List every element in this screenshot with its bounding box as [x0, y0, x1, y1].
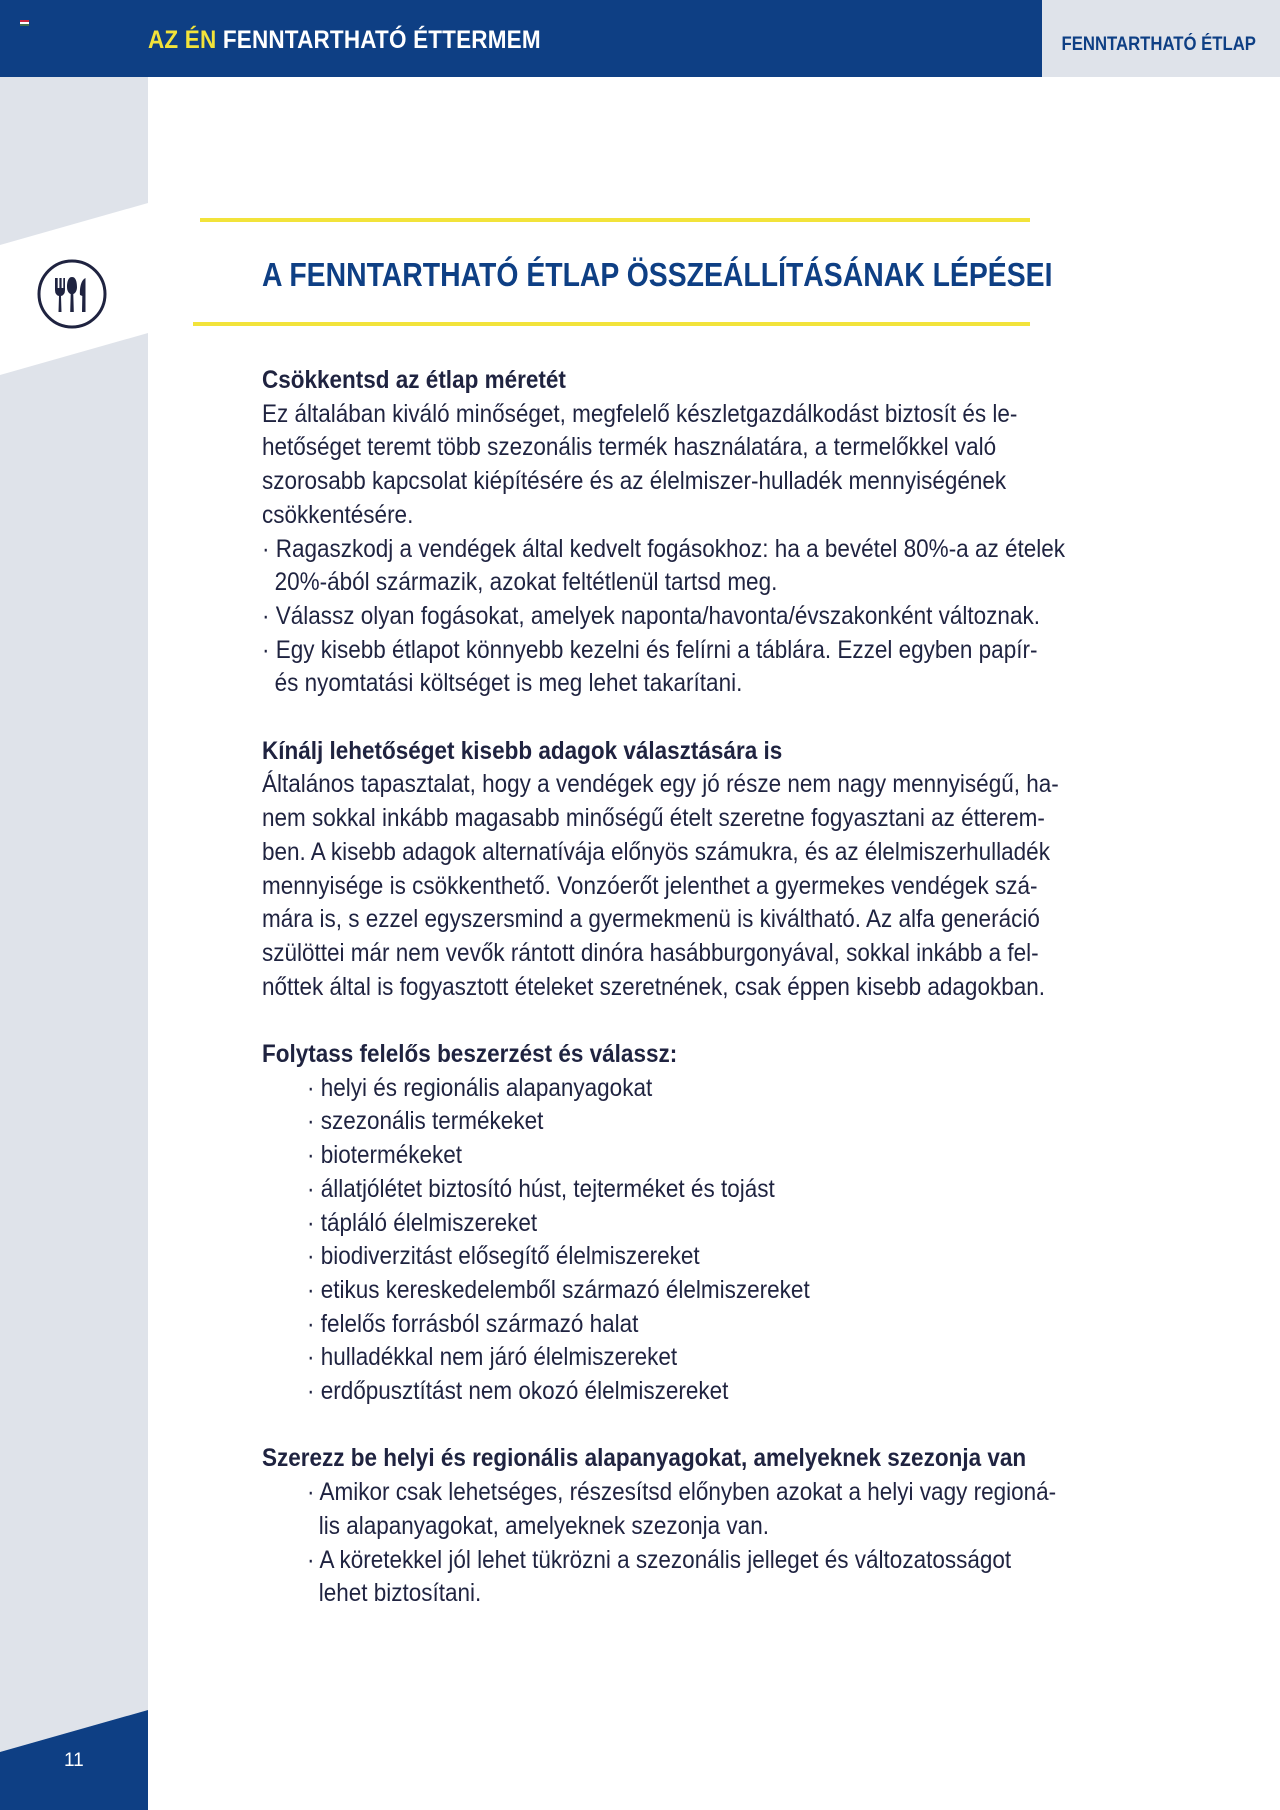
bullet-line: · Egy kisebb étlapot könnyebb kezelni és felírni a táblára. Ezzel egyben papír- — [262, 635, 1038, 664]
paragraph-line: Általános tapasztalat, hogy a vendégek egy jó része nem nagy mennyiségű, ha- — [262, 770, 1059, 799]
bullet-line: · Ragaszkodj a vendégek által kedvelt fogásokhoz: ha a bevétel 80%-a az ételek — [262, 534, 1066, 563]
bullet-continuation: lis alapanyagokat, amelyeknek szezonja van. — [318, 1511, 769, 1540]
content — [262, 364, 1142, 1611]
flag-icon — [20, 20, 29, 26]
left-band-shapes — [0, 77, 150, 1810]
spacer — [262, 1004, 1142, 1038]
band-light-lower — [0, 333, 148, 1752]
spacer — [262, 1409, 1142, 1443]
bullet-continuation: lehet biztosítani. — [318, 1579, 482, 1608]
list-item: · erdőpusztítást nem okozó élelmiszereket — [307, 1377, 729, 1406]
flag-stripe — [20, 24, 29, 26]
list-item: · biotermékeket — [307, 1141, 463, 1170]
title-rule-top — [200, 218, 1030, 222]
list-item: · tápláló élelmiszereket — [307, 1208, 538, 1237]
section-heading: Kínálj lehetőséget kisebb adagok választására is — [262, 736, 783, 765]
page-number: 11 — [64, 1750, 84, 1771]
list-item: · hulladékkal nem járó élelmiszereket — [307, 1343, 678, 1372]
paragraph-line: mennyisége is csökkenthető. Vonzóerőt jelenthet a gyermekes vendégek szá- — [262, 871, 1038, 900]
header-bar — [0, 0, 1042, 77]
band-light-top — [0, 77, 148, 245]
section-label-box — [1042, 0, 1280, 77]
list-item: · szezonális termékeket — [307, 1107, 544, 1136]
paragraph-line: szülöttei már nem vevők rántott dinóra hasábburgonyával, sokkal inkább a fel- — [262, 938, 1039, 967]
bullet-line: · A köretekkel jól lehet tükrözni a szezonális jelleget és változatosságot — [307, 1545, 1012, 1574]
title-rule-bottom — [193, 322, 1030, 326]
list-item: · biodiverzitást elősegítő élelmiszereket — [307, 1242, 700, 1271]
paragraph-line: nőttek által is fogyasztott ételeket szeretnének, csak éppen kisebb adagokban. — [262, 972, 1045, 1001]
publication-title-rest: FENNTARTHATÓ ÉTTERMEM — [222, 26, 541, 54]
publication-title — [148, 26, 541, 55]
paragraph-line: nem sokkal inkább magasabb minőségű ételt szeretne fogyasztani az étterem- — [262, 804, 1045, 833]
bullet-continuation: 20%-ából származik, azokat feltétlenül tartsd meg. — [274, 568, 778, 597]
section-label: FENNTARTHATÓ ÉTLAP — [1061, 34, 1256, 55]
spacer — [262, 701, 1142, 735]
paragraph-line: mára is, s ezzel egyszersmind a gyermekmenü is kiváltható. Az alfa generáció — [262, 905, 1040, 934]
section-heading: Folytass felelős beszerzést és válassz: — [262, 1040, 678, 1069]
paragraph-line: hetőséget teremt több szezonális termék használatára, a termelőkkel való — [262, 433, 997, 462]
list-item: · felelős forrásból származó halat — [307, 1309, 639, 1338]
paragraph-line: Ez általában kiváló minőséget, megfelelő készletgazdálkodást biztosít és le- — [262, 399, 1018, 428]
list-item: · állatjólétet biztosító húst, tejterméket és tojást — [307, 1174, 775, 1203]
bullet-line: · Amikor csak lehetséges, részesítsd előnyben azokat a helyi vagy regioná- — [307, 1478, 1057, 1507]
section-heading: Szerezz be helyi és regionális alapanyagokat, amelyeknek szezonja van — [262, 1444, 1027, 1473]
bullet-continuation: és nyomtatási költséget is meg lehet takarítani. — [274, 669, 743, 698]
paragraph-line: ben. A kisebb adagok alternatívája előnyös számukra, és az élelmiszerhulladék — [262, 837, 1050, 866]
list-item: · helyi és regionális alapanyagokat — [307, 1073, 653, 1102]
paragraph-line: csökkentésére. — [262, 500, 414, 529]
cutlery-icon — [36, 258, 108, 330]
paragraph-line: szorosabb kapcsolat kiépítésére és az élelmiszer-hulladék mennyiségének — [262, 467, 1007, 496]
left-band — [0, 77, 150, 1810]
list-item: · etikus kereskedelemből származó élelmiszereket — [307, 1275, 810, 1304]
publication-title-highlight: AZ ÉN — [148, 26, 217, 54]
section-heading: Csökkentsd az étlap méretét — [262, 366, 566, 394]
page-title: A FENNTARTHATÓ ÉTLAP ÖSSZEÁLLÍTÁSÁNAK LÉPÉSEI — [262, 256, 1053, 293]
bullet-line: · Válassz olyan fogásokat, amelyek naponta/havonta/évszakonként változnak. — [262, 601, 1040, 630]
